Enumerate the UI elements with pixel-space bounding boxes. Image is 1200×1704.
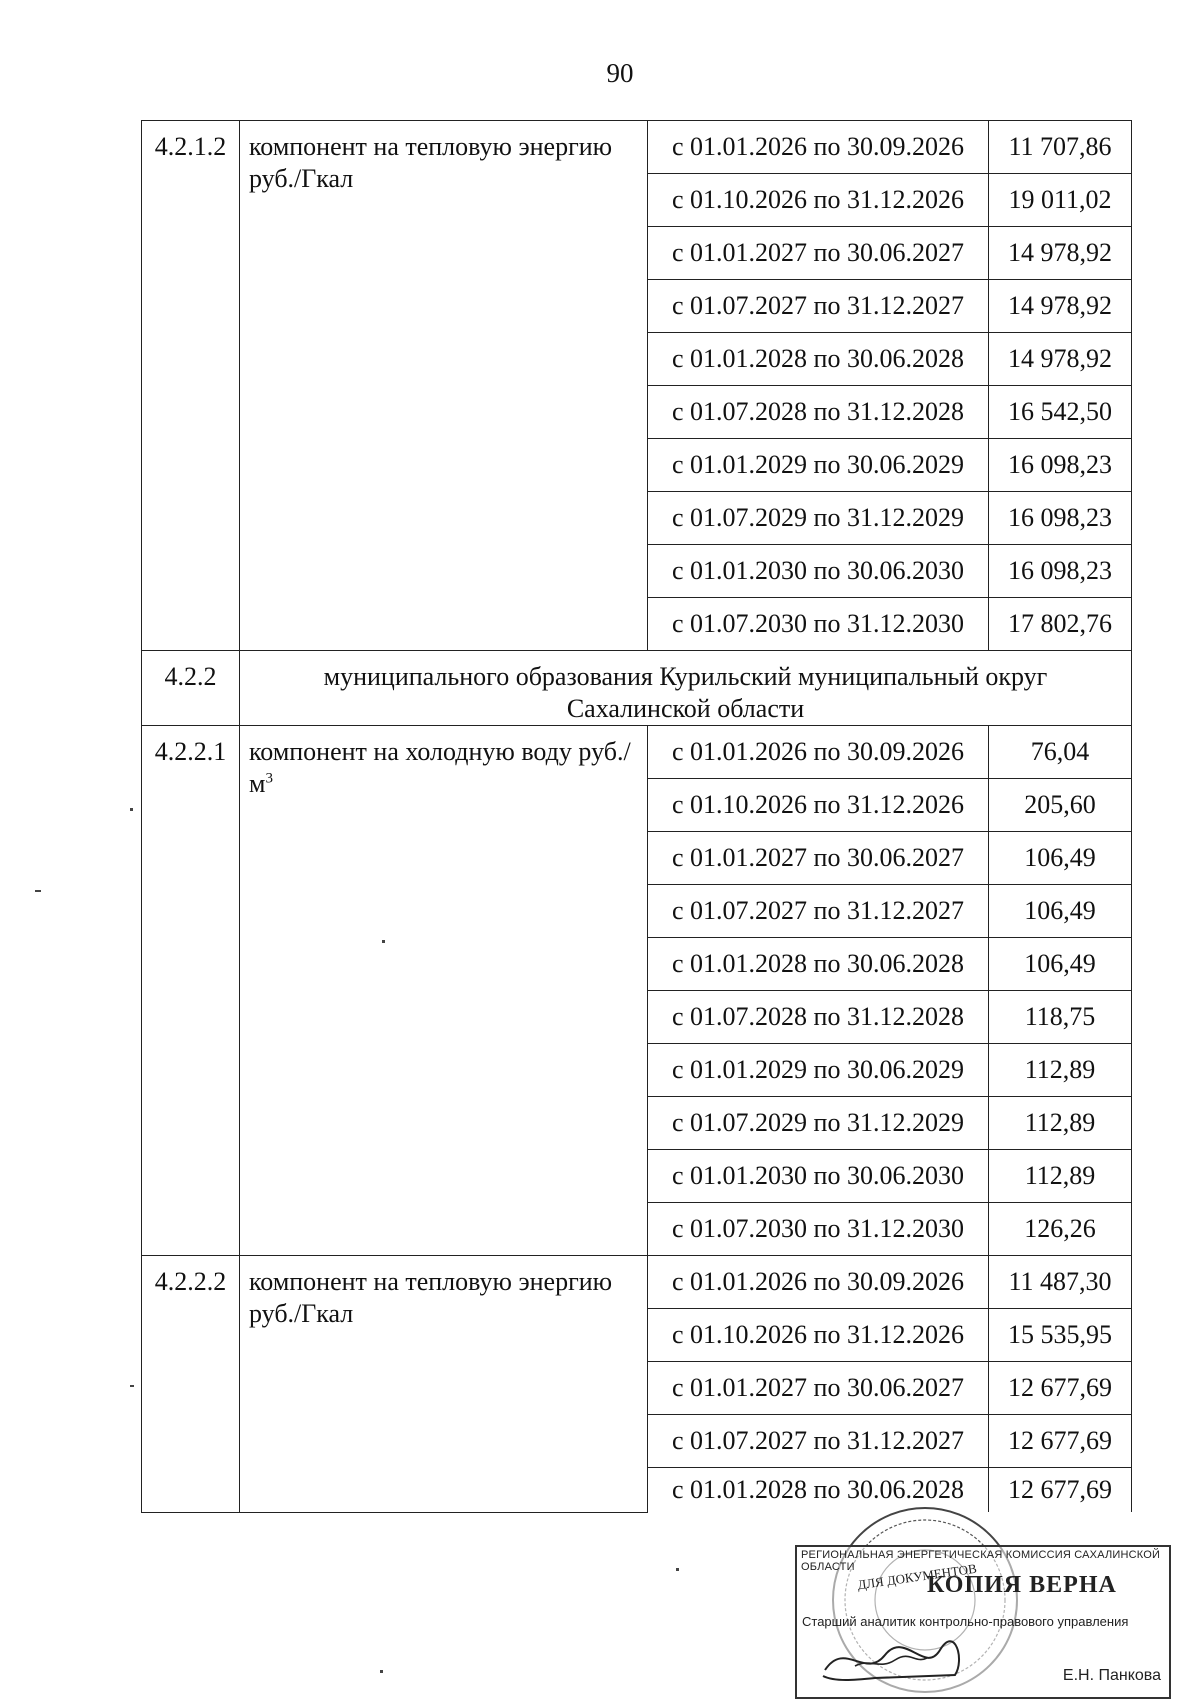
tariff-value-cell: 112,89: [989, 1150, 1132, 1203]
tariff-value-cell: 12 677,69: [989, 1468, 1132, 1513]
row-number: 4.2.2.1: [142, 726, 240, 1256]
period-cell: с 01.01.2026 по 30.09.2026: [648, 121, 989, 174]
tariff-value-cell: 112,89: [989, 1044, 1132, 1097]
period-cell: с 01.01.2028 по 30.06.2028: [648, 938, 989, 991]
period-cell: с 01.01.2028 по 30.06.2028: [648, 1468, 989, 1513]
section-row: [142, 651, 1132, 726]
section-title: [240, 651, 1132, 726]
period-cell: с 01.07.2029 по 31.12.2029: [648, 1097, 989, 1150]
period-cell: с 01.07.2030 по 31.12.2030: [648, 598, 989, 651]
scan-speck: [382, 940, 385, 943]
period-cell: с 01.01.2029 по 30.06.2029: [648, 439, 989, 492]
tariff-value-cell: 126,26: [989, 1203, 1132, 1256]
tariff-value-cell: 16 542,50: [989, 386, 1132, 439]
section-title-line: Сахалинской области: [566, 694, 805, 723]
row-number: 4.2.2.2: [142, 1256, 240, 1513]
section-title-line: муниципального образования Курильский муниципальный округ: [323, 662, 1048, 691]
row-number: 4.2.2: [142, 651, 240, 726]
component-name: [240, 121, 648, 651]
period-cell: с 01.01.2030 по 30.06.2030: [648, 545, 989, 598]
tariff-value-cell: 14 978,92: [989, 227, 1132, 280]
stamp-header: РЕГИОНАЛЬНАЯ ЭНЕРГЕТИЧЕСКАЯ КОМИССИЯ САХАЛИНСКОЙ ОБЛАСТИ: [801, 1549, 1161, 1573]
period-cell: с 01.10.2026 по 31.12.2026: [648, 174, 989, 227]
period-cell: с 01.07.2028 по 31.12.2028: [648, 386, 989, 439]
stamp-main-text: КОПИЯ ВЕРНА: [927, 1572, 1117, 1598]
period-cell: с 01.01.2026 по 30.09.2026: [648, 726, 989, 779]
component-name-text: компонент на тепловую энергию руб./Гкал: [249, 1267, 613, 1328]
component-name: [240, 726, 648, 1256]
tariff-value-cell: 106,49: [989, 938, 1132, 991]
period-cell: с 01.07.2027 по 31.12.2027: [648, 1415, 989, 1468]
handwritten-signature-icon: [815, 1630, 975, 1690]
page-number: 90: [606, 58, 634, 88]
tariff-value-cell: 16 098,23: [989, 545, 1132, 598]
period-cell: с 01.10.2026 по 31.12.2026: [648, 779, 989, 832]
period-cell: с 01.07.2027 по 31.12.2027: [648, 280, 989, 333]
tariff-value-cell: 17 802,76: [989, 598, 1132, 651]
period-cell: с 01.07.2030 по 31.12.2030: [648, 1203, 989, 1256]
period-cell: с 01.07.2029 по 31.12.2029: [648, 492, 989, 545]
stamp-signer-name: Е.Н. Панкова: [1062, 1667, 1161, 1684]
tariff-value-cell: 112,89: [989, 1097, 1132, 1150]
tariff-value-cell: 11 707,86: [989, 121, 1132, 174]
tariff-table: [141, 120, 1132, 1513]
tariff-value-cell: 15 535,95: [989, 1309, 1132, 1362]
tariff-value-cell: 16 098,23: [989, 439, 1132, 492]
scan-speck: [130, 808, 133, 811]
period-cell: с 01.01.2028 по 30.06.2028: [648, 333, 989, 386]
tariff-value-cell: 16 098,23: [989, 492, 1132, 545]
period-cell: с 01.01.2030 по 30.06.2030: [648, 1150, 989, 1203]
component-name-text: компонент на холодную воду руб./м: [249, 737, 631, 798]
unit-superscript: 3: [265, 770, 273, 787]
scan-speck: [35, 890, 41, 892]
tariff-value-cell: 106,49: [989, 832, 1132, 885]
scan-speck: [130, 1385, 134, 1387]
period-cell: с 01.10.2026 по 31.12.2026: [648, 1309, 989, 1362]
stamp-side-text: ДЛЯ ДОКУМЕНТОВ: [856, 1560, 978, 1593]
tariff-value-cell: 11 487,30: [989, 1256, 1132, 1309]
stamp-position: Старший аналитик контрольно-правового управления: [802, 1614, 1129, 1629]
tariff-value-cell: 12 677,69: [989, 1362, 1132, 1415]
tariff-value-cell: 205,60: [989, 779, 1132, 832]
period-cell: с 01.01.2029 по 30.06.2029: [648, 1044, 989, 1097]
tariff-value-cell: 12 677,69: [989, 1415, 1132, 1468]
table-row: [142, 1256, 1132, 1309]
period-cell: с 01.01.2027 по 30.06.2027: [648, 1362, 989, 1415]
tariff-value-cell: 106,49: [989, 885, 1132, 938]
tariff-value-cell: 76,04: [989, 726, 1132, 779]
table-row: [142, 121, 1132, 174]
row-number: 4.2.1.2: [142, 121, 240, 651]
component-name: [240, 1256, 648, 1513]
tariff-value-cell: 14 978,92: [989, 280, 1132, 333]
period-cell: с 01.01.2027 по 30.06.2027: [648, 832, 989, 885]
tariff-value-cell: 118,75: [989, 991, 1132, 1044]
period-cell: с 01.01.2026 по 30.09.2026: [648, 1256, 989, 1309]
scan-speck: [380, 1670, 383, 1673]
tariff-value-cell: 14 978,92: [989, 333, 1132, 386]
table-row: [142, 726, 1132, 779]
scan-speck: [676, 1568, 679, 1571]
period-cell: с 01.07.2027 по 31.12.2027: [648, 885, 989, 938]
period-cell: с 01.01.2027 по 30.06.2027: [648, 227, 989, 280]
period-cell: с 01.07.2028 по 31.12.2028: [648, 991, 989, 1044]
tariff-value-cell: 19 011,02: [989, 174, 1132, 227]
component-name-text: компонент на тепловую энергию руб./Гкал: [249, 132, 613, 193]
